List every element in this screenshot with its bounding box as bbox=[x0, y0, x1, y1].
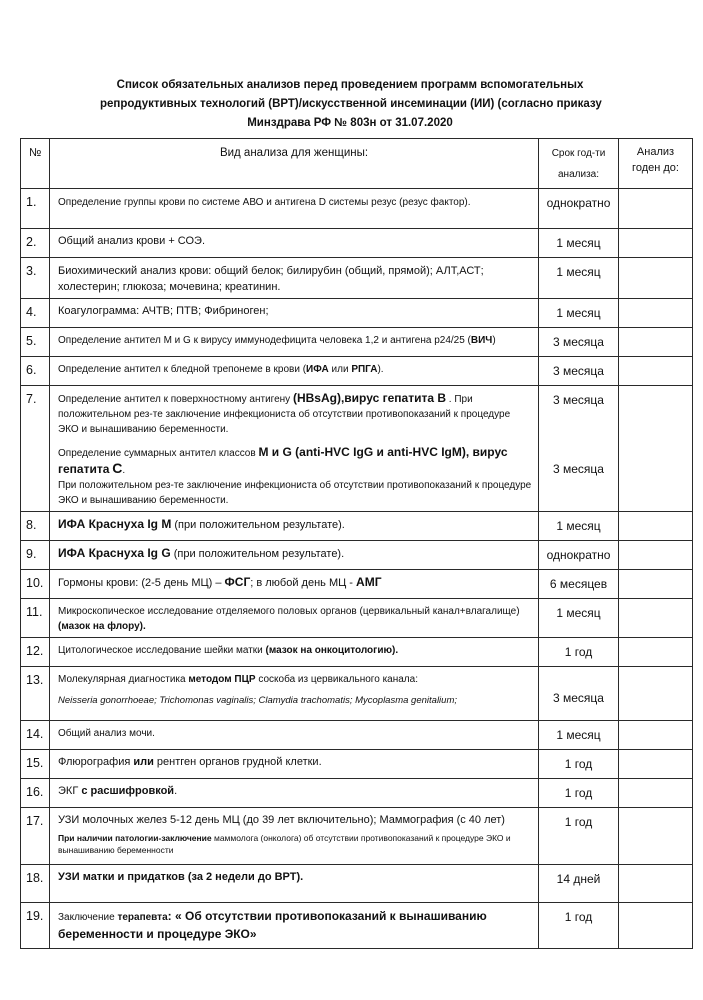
row-desc bbox=[50, 541, 539, 570]
table-row bbox=[21, 328, 693, 357]
table-row bbox=[21, 808, 693, 865]
row-valid-until[interactable] bbox=[619, 229, 693, 258]
row-desc bbox=[50, 299, 539, 328]
table-row bbox=[21, 638, 693, 667]
row-text: Определение антител M и G к вирусу иммунодефицита человека 1,2 и антигена p24/25 ( bbox=[58, 335, 471, 346]
row-bold: ФСГ bbox=[224, 575, 251, 589]
row-bold: РПГА bbox=[351, 364, 378, 375]
row-text: рентген органов грудной клетки. bbox=[153, 756, 322, 768]
pathogen-list: Neisseria gonorrhoeae; Trichomonas vaginalis; Clamydia trachomatis; Mycoplasma genitalium; bbox=[58, 695, 457, 706]
row-num: 9. bbox=[21, 541, 50, 570]
row-text: (при положительном результате). bbox=[170, 548, 345, 560]
row-text: Общий анализ крови + СОЭ. bbox=[58, 235, 206, 247]
row-text: ; в любой день МЦ - bbox=[250, 577, 357, 589]
table-row bbox=[21, 779, 693, 808]
row-num: 8. bbox=[21, 512, 50, 541]
header-valid-line-1: Анализ bbox=[636, 146, 675, 158]
row-valid-until[interactable] bbox=[619, 328, 693, 357]
header-valid bbox=[619, 139, 693, 189]
row-term: 1 месяц bbox=[539, 599, 619, 638]
row-valid-until[interactable] bbox=[619, 667, 693, 721]
row-text: Микроскопическое исследование отделяемого половых органов (цервикальный канал+влагалище) bbox=[58, 606, 520, 617]
row-valid-until[interactable] bbox=[619, 638, 693, 667]
row-desc bbox=[50, 328, 539, 357]
row-desc bbox=[50, 189, 539, 229]
row-num: 4. bbox=[21, 299, 50, 328]
row-term: однократно bbox=[539, 189, 619, 229]
row-text: Определение суммарных антител классов bbox=[58, 448, 259, 459]
row-num: 6. bbox=[21, 357, 50, 386]
header-term bbox=[539, 139, 619, 189]
row-term: 1 год bbox=[539, 638, 619, 667]
table-row bbox=[21, 541, 693, 570]
row-term: 1 год bbox=[539, 750, 619, 779]
table-row bbox=[21, 258, 693, 299]
row-term: 1 месяц bbox=[539, 299, 619, 328]
row-text: . bbox=[174, 785, 178, 797]
row-text: маммолога (онколога) об отсутствии противопоказаний к процедуре ЭКО и вынашиванию беременности bbox=[58, 833, 511, 855]
row-bold: методом ПЦР bbox=[188, 674, 256, 685]
row-bold: УЗИ матки и придатков (за 2 недели до ВРТ). bbox=[58, 871, 304, 883]
row-term: 3 месяца bbox=[539, 667, 619, 721]
header-desc: Вид анализа для женщины: bbox=[50, 139, 539, 189]
row-num: 17. bbox=[21, 808, 50, 865]
row-text: или bbox=[328, 364, 352, 375]
row-num: 15. bbox=[21, 750, 50, 779]
row-bold: (мазок на флору). bbox=[58, 621, 146, 632]
table-row bbox=[21, 667, 693, 721]
row-desc bbox=[50, 638, 539, 667]
row-text: ЭКГ bbox=[58, 785, 82, 797]
header-term-line-2: анализа: bbox=[558, 169, 599, 180]
table-row bbox=[21, 512, 693, 541]
row-num: 2. bbox=[21, 229, 50, 258]
row-valid-until[interactable] bbox=[619, 721, 693, 750]
row-text: Определение группы крови по системе АВО и антигена D системы резус (резус фактор). bbox=[58, 197, 471, 208]
table-row bbox=[21, 357, 693, 386]
table-row bbox=[21, 570, 693, 599]
row-num: 3. bbox=[21, 258, 50, 299]
row-term: 1 месяц bbox=[539, 721, 619, 750]
row-text: УЗИ молочных желез 5-12 день МЦ (до 39 лет включительно); Маммография (с 40 лет) bbox=[58, 814, 505, 826]
row-term: 1 месяц bbox=[539, 258, 619, 299]
row-term: 3 месяца bbox=[539, 328, 619, 357]
row-valid-until[interactable] bbox=[619, 386, 693, 512]
table-row bbox=[21, 750, 693, 779]
row-text: (при положительном результате). bbox=[171, 519, 345, 531]
row-num: 10. bbox=[21, 570, 50, 599]
row-num: 18. bbox=[21, 865, 50, 903]
row-desc bbox=[50, 903, 539, 949]
row-term: 6 месяцев bbox=[539, 570, 619, 599]
row-num: 14. bbox=[21, 721, 50, 750]
row-bold: С bbox=[112, 460, 123, 476]
row-text: Общий анализ мочи. bbox=[58, 728, 155, 739]
table-row bbox=[21, 189, 693, 229]
row-desc bbox=[50, 721, 539, 750]
table-row bbox=[21, 903, 693, 949]
title-line-3: Минздрава РФ № 803н от 31.07.2020 bbox=[247, 117, 453, 129]
row-desc bbox=[50, 865, 539, 903]
row-term: 1 год bbox=[539, 808, 619, 865]
row-bold: : « Об отсутствии противопоказаний к вынашиванию беременности и процедуре ЭКО» bbox=[58, 909, 487, 941]
row-text: При положительном рез-те заключение инфекциониста об отсутствии противопоказаний к процедуре ЭКО и вынашиванию беременности. bbox=[58, 480, 532, 506]
row-bold: (HBsAg),вирус гепатита В bbox=[292, 391, 447, 405]
row-term bbox=[539, 386, 619, 512]
row-desc bbox=[50, 667, 539, 721]
analysis-table bbox=[20, 138, 693, 949]
row-valid-until[interactable] bbox=[619, 570, 693, 599]
row-valid-until[interactable] bbox=[619, 258, 693, 299]
row-text: Флюрография bbox=[58, 756, 134, 768]
row-text: Гормоны крови: (2-5 день МЦ) – bbox=[58, 577, 225, 589]
row-desc bbox=[50, 512, 539, 541]
row-num: 7. bbox=[21, 386, 50, 512]
row-valid-until[interactable] bbox=[619, 599, 693, 638]
row-bold: ИФА bbox=[306, 364, 329, 375]
row-text: соскоба из цервикального канала: bbox=[255, 674, 418, 685]
row-text: Определение антител к бледной трепонеме в крови ( bbox=[58, 364, 307, 375]
header-valid-line-2: годен до: bbox=[632, 162, 679, 174]
row-bold: АМГ bbox=[356, 575, 382, 589]
row-term: 3 месяца bbox=[539, 357, 619, 386]
row-bold: При наличии патологии-заключение bbox=[58, 833, 212, 843]
row-valid-until[interactable] bbox=[619, 903, 693, 949]
row-num: 19. bbox=[21, 903, 50, 949]
row-term: 1 месяц bbox=[539, 229, 619, 258]
header-term-line-1: Срок год-ти bbox=[551, 148, 606, 159]
header-num: № bbox=[21, 139, 50, 189]
row-valid-until[interactable] bbox=[619, 299, 693, 328]
row-text: Молекулярная диагностика bbox=[58, 674, 189, 685]
row-valid-until[interactable] bbox=[619, 750, 693, 779]
table-row bbox=[21, 721, 693, 750]
row-valid-until[interactable] bbox=[619, 189, 693, 229]
row-term: однократно bbox=[539, 541, 619, 570]
row-num: 13. bbox=[21, 667, 50, 721]
row-valid-until[interactable] bbox=[619, 865, 693, 903]
row-bold: терапевта bbox=[117, 912, 168, 923]
row-term: 14 дней bbox=[539, 865, 619, 903]
row-valid-until[interactable] bbox=[619, 512, 693, 541]
row-num: 1. bbox=[21, 189, 50, 229]
row-bold: (мазок на онкоцитологию). bbox=[265, 645, 399, 656]
table-row bbox=[21, 299, 693, 328]
table-header-row bbox=[21, 139, 693, 189]
row-desc bbox=[50, 386, 539, 512]
row-desc bbox=[50, 599, 539, 638]
table-row bbox=[21, 865, 693, 903]
row-valid-until[interactable] bbox=[619, 808, 693, 865]
row-bold: M и G (anti-HVC IgG и anti-HVC IgM), вирус гепатита bbox=[58, 445, 508, 476]
row-bold: с расшифровкой bbox=[81, 785, 175, 797]
row-text: Коагулограмма: АЧТВ; ПТВ; Фибриноген; bbox=[58, 305, 269, 317]
row-num: 5. bbox=[21, 328, 50, 357]
row-text: ). bbox=[377, 364, 384, 375]
row-text: ) bbox=[492, 335, 496, 346]
row-desc bbox=[50, 570, 539, 599]
title-line-2: репродуктивных технологий (ВРТ)/искусственной инсеминации (ИИ) (согласно приказу bbox=[100, 98, 602, 110]
row-text: . bbox=[122, 465, 126, 476]
row-desc bbox=[50, 808, 539, 865]
page-title bbox=[100, 76, 600, 133]
row-num: 11. bbox=[21, 599, 50, 638]
row-bold: ИФА Краснуха Ig M bbox=[58, 517, 172, 531]
row-text: . При положительном рез-те заключение инфекциониста об отсутствии противопоказаний к процедуре ЭКО и вынашиванию беременности. bbox=[58, 394, 511, 435]
row-desc bbox=[50, 229, 539, 258]
row-text: Заключение bbox=[58, 912, 118, 923]
row-bold: ИФА Краснуха Ig G bbox=[58, 546, 171, 560]
table-row bbox=[21, 599, 693, 638]
title-line-1: Список обязательных анализов перед проведением программ вспомогательных bbox=[116, 79, 584, 91]
row-desc bbox=[50, 750, 539, 779]
table-row bbox=[21, 229, 693, 258]
row-text: Цитологическое исследование шейки матки bbox=[58, 645, 266, 656]
row-term: 1 год bbox=[539, 779, 619, 808]
table-row bbox=[21, 386, 693, 512]
row-valid-until[interactable] bbox=[619, 357, 693, 386]
row-desc bbox=[50, 779, 539, 808]
row-valid-until[interactable] bbox=[619, 541, 693, 570]
row-bold: или bbox=[133, 756, 154, 768]
row-bold: ВИЧ bbox=[470, 335, 493, 346]
row-term: 1 год bbox=[539, 903, 619, 949]
row-desc bbox=[50, 357, 539, 386]
row-term-hcv: 3 месяца bbox=[553, 462, 604, 476]
row-valid-until[interactable] bbox=[619, 779, 693, 808]
row-num: 16. bbox=[21, 779, 50, 808]
row-text: Биохимический анализ крови: общий белок; билирубин (общий, прямой); АЛТ,АСТ; bbox=[58, 265, 484, 277]
row-text: холестерин; глюкоза; мочевина; креатинин. bbox=[58, 281, 281, 293]
row-num: 12. bbox=[21, 638, 50, 667]
row-text: Определение антител к поверхностному антигену bbox=[58, 394, 293, 405]
row-desc bbox=[50, 258, 539, 299]
row-term-hbsag: 3 месяца bbox=[553, 393, 604, 407]
row-term: 1 месяц bbox=[539, 512, 619, 541]
